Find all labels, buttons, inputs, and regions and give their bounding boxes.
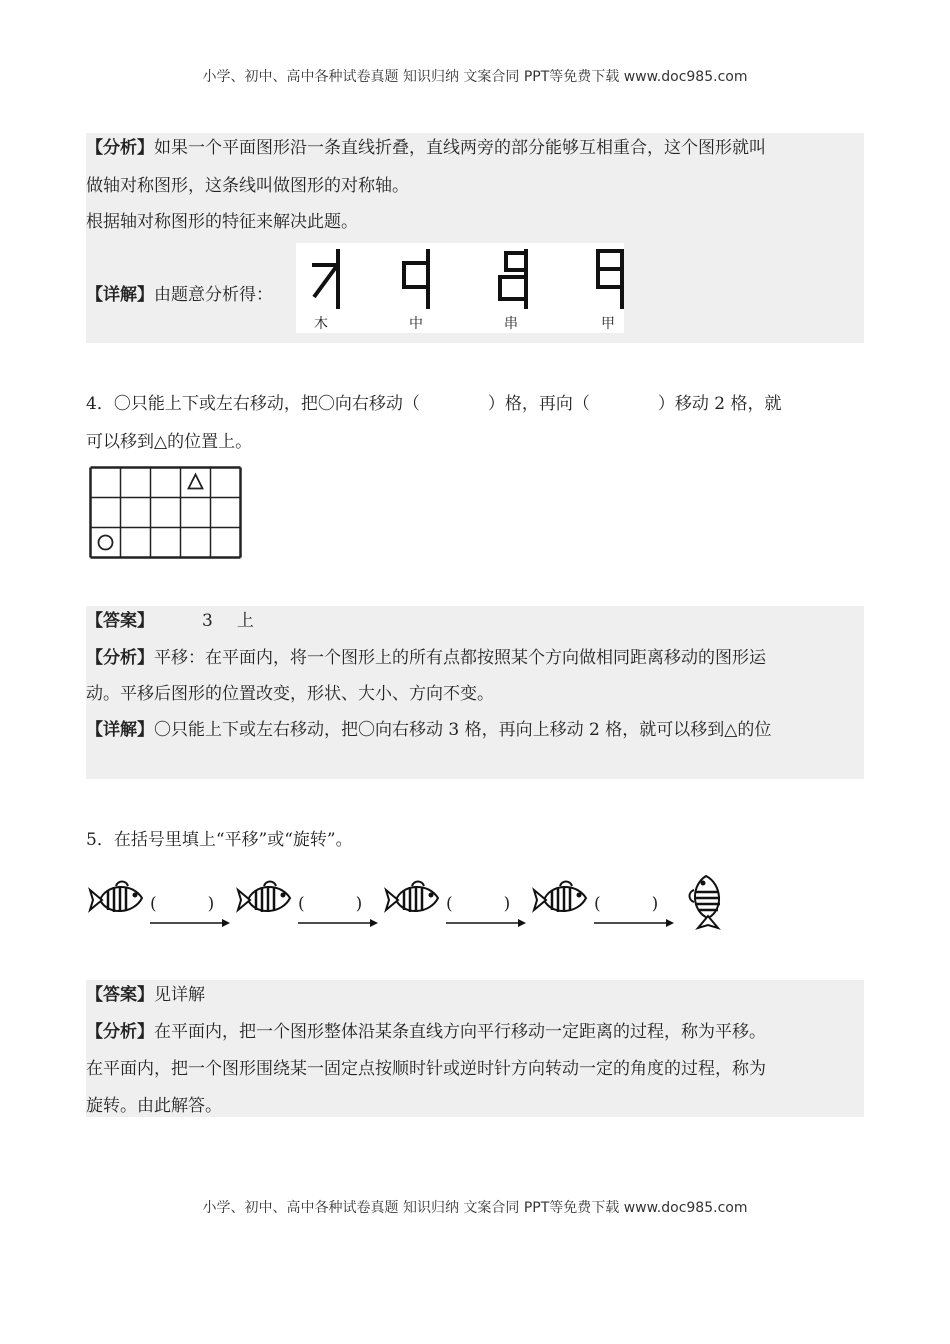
q4-analysis-line1 — [86, 648, 766, 668]
symmetric-characters-figure — [296, 243, 624, 333]
blank-3[interactable]: ( ) — [446, 894, 511, 914]
q4-grid — [89, 466, 239, 558]
analysis-tag: 【分析】 — [86, 1022, 154, 1042]
circle-shape — [99, 536, 113, 550]
char-label: 甲 — [601, 316, 615, 332]
analysis-text: 如果一个平面图形沿一条直线折叠，直线两旁的部分能够互相重合，这个图形就叫 — [154, 138, 766, 158]
q4-answer-line — [86, 611, 254, 631]
char-label: 中 — [409, 316, 423, 332]
fish-3 — [386, 882, 438, 913]
answer-value-1: 3 — [202, 611, 213, 631]
char-half-mu — [308, 245, 348, 309]
detail-tag: 【详解】 — [86, 720, 154, 740]
q5-analysis-line3: 旋转。由此解答。 — [86, 1096, 222, 1116]
page-header: 小学、初中、高中各种试卷真题 知识归纳 文案合同 PPT等免费下载 www.doc985.com — [202, 69, 748, 85]
page-footer: 小学、初中、高中各种试卷真题 知识归纳 文案合同 PPT等免费下载 www.doc985.com — [202, 1200, 748, 1216]
fish-5-rotated — [690, 876, 721, 928]
arrow-2 — [298, 919, 378, 927]
q4-detail-line1 — [86, 720, 771, 740]
q4-solution-block — [86, 606, 864, 751]
q3-analysis-line2: 做轴对称图形，这条线叫做图形的对称轴。 — [86, 176, 409, 196]
char-label: 串 — [504, 316, 518, 332]
q3-solution-block — [86, 133, 864, 343]
arrow-1 — [150, 919, 230, 927]
analysis-tag: 【分析】 — [86, 648, 154, 668]
q4-question-line2: 可以移到△的位置上。 — [86, 432, 253, 452]
q5-analysis-line2: 在平面内，把一个图形围绕某一固定点按顺时针或逆时针方向转动一定的角度的过程，称为 — [86, 1059, 766, 1079]
q5-answer-line — [86, 985, 205, 1005]
char-half-jia — [592, 245, 632, 309]
char-label: 木 — [314, 316, 328, 332]
analysis-tag: 【分析】 — [86, 138, 154, 158]
answer-value: 见详解 — [154, 985, 205, 1005]
q3-analysis-line1 — [86, 138, 766, 158]
q5-question-line1: 5．在括号里填上“平移”或“旋转”。 — [86, 830, 353, 850]
q4-question-line1: 4．〇只能上下或左右移动，把〇向右移动（ ）格，再向（ ）移动 2 格，就 — [86, 394, 782, 414]
q4-solution-block-tail — [86, 751, 864, 779]
analysis-text: 平移：在平面内，将一个图形上的所有点都按照某个方向做相同距离移动的图形运 — [154, 648, 766, 668]
q5-analysis-line1 — [86, 1022, 766, 1042]
fish-1 — [90, 882, 142, 913]
char-half-chuan — [496, 245, 536, 309]
answer-value-2: 上 — [236, 611, 254, 631]
q3-analysis-line3: 根据轴对称图形的特征来解决此题。 — [86, 212, 358, 232]
detail-text: 由题意分析得： — [154, 285, 273, 305]
q3-detail-line — [86, 285, 273, 305]
detail-text: 〇只能上下或左右移动，把〇向右移动 3 格，再向上移动 2 格，就可以移到△的位 — [154, 720, 772, 740]
answer-tag: 【答案】 — [86, 985, 154, 1005]
fish-4 — [534, 882, 586, 913]
arrow-3 — [446, 919, 526, 927]
detail-tag: 【详解】 — [86, 285, 154, 305]
q5-solution-block — [86, 980, 864, 1117]
arrow-4 — [594, 919, 674, 927]
blank-2[interactable]: ( ) — [298, 894, 363, 914]
blank-4[interactable]: ( ) — [594, 894, 659, 914]
fish-2 — [238, 882, 290, 913]
triangle-shape — [189, 475, 203, 489]
answer-tag: 【答案】 — [86, 611, 154, 631]
analysis-text: 在平面内，把一个图形整体沿某条直线方向平行移动一定距离的过程，称为平移。 — [154, 1022, 766, 1042]
q4-analysis-line2: 动。平移后图形的位置改变，形状、大小、方向不变。 — [86, 684, 494, 704]
char-half-zhong — [398, 245, 438, 309]
blank-1[interactable]: ( ) — [150, 894, 215, 914]
